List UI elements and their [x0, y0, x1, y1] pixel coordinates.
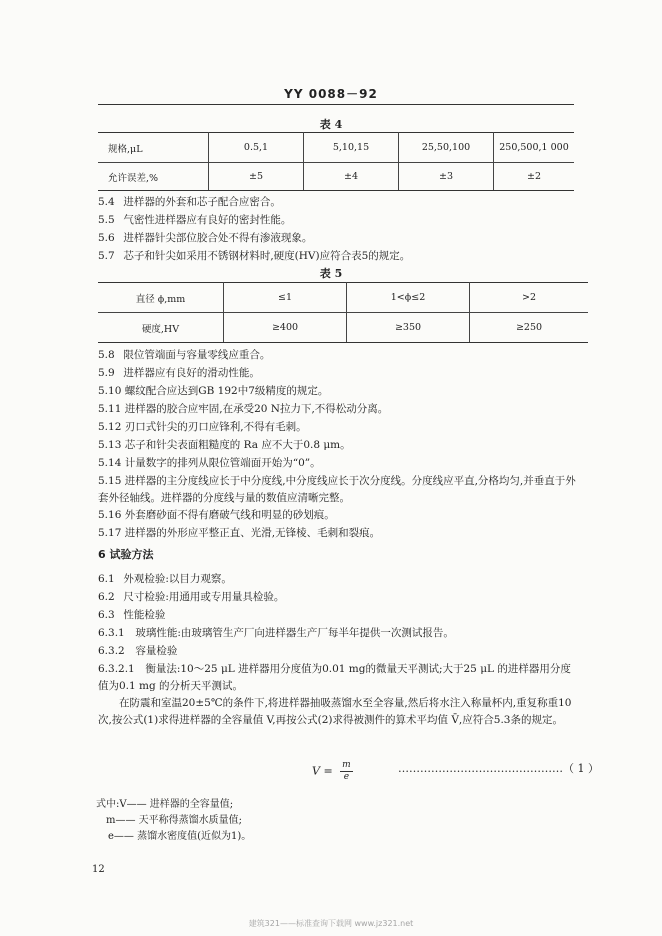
table-cell: ±4 — [304, 163, 399, 191]
clause-text: 刃口式针尖的刃口应锋利,不得有毛刺。 — [124, 421, 307, 433]
clause-5-10 — [98, 383, 588, 399]
clause-text: 气密性进样器应有良好的密封性能。 — [123, 214, 292, 226]
table-cell: ≥350 — [347, 313, 470, 343]
clause-5-17 — [98, 525, 588, 541]
clause-number: 6.3.1 — [98, 627, 125, 639]
formula-leader-dots: ………………………………………（ 1 ） — [398, 762, 599, 775]
clause-6-3-2-1 — [98, 661, 576, 694]
table-cell: 5,10,15 — [304, 133, 399, 163]
clause-text: 芯子和针尖如采用不锈钢材料时,硬度(HV)应符合表5的规定。 — [123, 250, 411, 262]
clause-text: 外套磨砂面不得有磨破气线和明显的砂划痕。 — [124, 509, 335, 521]
clause-5-7 — [98, 248, 588, 264]
clause-text: 芯子和针尖表面粗糙度的 Ra 应不大于0.8 μm。 — [124, 439, 351, 451]
table-cell: ±5 — [209, 163, 304, 191]
clause-5-13 — [98, 437, 588, 453]
clause-text: 进样器的主分度线应长于中分度线,中分度线应长于次分度线。分度线应平直,分格均匀,并垂直于外套外径轴线。进样器的分度线与量的数值应清晰完整。 — [98, 475, 576, 504]
table4 — [98, 132, 574, 191]
clause-text: 螺纹配合应达到GB 192中7级精度的规定。 — [124, 385, 329, 397]
clause-number: 5.8 — [98, 349, 115, 361]
table-cell: ≤1 — [224, 283, 347, 313]
clause-text: 外观检验:以目力观察。 — [123, 573, 232, 585]
clause-6-1 — [98, 571, 588, 587]
clause-number: 5.11 — [98, 403, 122, 415]
clause-5-15 — [98, 473, 576, 506]
clause-5-9 — [98, 365, 588, 381]
clause-number: 6.1 — [98, 573, 115, 585]
clause-number: 5.12 — [98, 421, 122, 433]
clause-text: 限位管端面与容量零线应重合。 — [123, 349, 271, 361]
footer-watermark: 建筑321——标准查询下载网 www.jz321.net — [248, 919, 414, 928]
standard-number: YY 0088－92 — [284, 87, 378, 101]
table5-caption: 表 5 — [319, 267, 343, 280]
table-cell: 1<ϕ≤2 — [347, 283, 470, 313]
method-paragraph: 在防震和室温20±5℃的条件下,将进样器抽吸蒸馏水至全容量,然后将水注入称量杯内,重复称重10次,按公式(1)求得进样器的全容量值 V,再按公式(2)求得被测件的算术平均值 V̄,应符合5.3条的规定。 — [98, 697, 572, 726]
clause-5-4 — [98, 194, 588, 210]
clause-number: 5.6 — [98, 232, 115, 244]
clause-5-12 — [98, 419, 588, 435]
clause-number: 5.15 — [98, 475, 122, 487]
clause-number: 6.3.2 — [98, 645, 125, 657]
table-cell: ±3 — [399, 163, 494, 191]
clause-text: 容量检验 — [135, 645, 178, 657]
table4-caption: 表 4 — [319, 118, 343, 131]
table-cell: >2 — [470, 283, 589, 313]
clause-text: 进样器的外套和芯子配合应密合。 — [123, 196, 281, 208]
table-cell: 0.5,1 — [209, 133, 304, 163]
formula-lhs: V = — [312, 764, 333, 778]
clause-text: 玻璃性能:由玻璃管生产厂向进样器生产厂每半年提供一次测试报告。 — [135, 627, 454, 639]
clause-number: 6.3 — [98, 609, 115, 621]
table-cell: 规格,μL — [98, 133, 209, 163]
clause-number: 6.3.2.1 — [98, 663, 135, 675]
table-cell: 25,50,100 — [399, 133, 494, 163]
definition-m: m—— 天平称得蒸馏水质量值; — [106, 815, 243, 826]
clause-text: 进样器的胶合应牢固,在承受20 N拉力下,不得松动分离。 — [124, 403, 389, 415]
clause-5-14 — [98, 455, 588, 471]
clause-number: 5.10 — [98, 385, 122, 397]
clause-text: 计量数字的排列从限位管端面开始为“0”。 — [124, 457, 321, 469]
clause-number: 5.16 — [98, 509, 122, 521]
table-cell: ±2 — [494, 163, 575, 191]
formula-denominator: e — [343, 772, 350, 782]
section-6-heading: 6 试验方法 — [98, 548, 154, 561]
clause-number: 6.2 — [98, 591, 115, 603]
clause-number: 5.5 — [98, 214, 115, 226]
clause-5-5 — [98, 212, 588, 228]
clause-text: 进样器针尖部位胶合处不得有渗液现象。 — [123, 232, 313, 244]
clause-5-16 — [98, 507, 588, 523]
clause-number: 5.14 — [98, 457, 122, 469]
clause-number: 5.9 — [98, 367, 115, 379]
page-number: 12 — [92, 864, 105, 875]
formula-numerator: m — [342, 760, 351, 770]
table-row — [98, 163, 574, 191]
clause-6-3-1 — [98, 625, 588, 641]
clause-6-3 — [98, 607, 588, 623]
header-rule — [98, 104, 574, 105]
formula-fraction — [340, 760, 353, 783]
table5 — [98, 282, 588, 343]
clause-6-2 — [98, 589, 588, 605]
clause-text: 进样器应有良好的滑动性能。 — [123, 367, 260, 379]
table-cell: ≥250 — [470, 313, 589, 343]
table-row — [98, 283, 588, 313]
clause-number: 5.4 — [98, 196, 115, 208]
clause-number: 5.17 — [98, 527, 122, 539]
clause-text: 衡量法:10～25 μL 进样器用分度值为0.01 mg的微量天平测试;大于25 μL 的进样器用分度值为0.1 mg 的分析天平测试。 — [98, 663, 571, 692]
formula-1 — [312, 760, 353, 783]
clause-number: 5.7 — [98, 250, 115, 262]
table-cell: 允许误差,% — [98, 163, 209, 191]
definition-e: e—— 蒸馏水密度值(近似为1)。 — [108, 831, 252, 842]
clause-text: 进样器的外形应平整正直、光滑,无锋棱、毛刺和裂痕。 — [124, 527, 381, 539]
clause-text: 性能检验 — [123, 609, 166, 621]
table-cell: ≥400 — [224, 313, 347, 343]
clause-number: 5.13 — [98, 439, 122, 451]
clause-5-8 — [98, 347, 588, 363]
clause-5-6 — [98, 230, 588, 246]
table-row — [98, 133, 574, 163]
clause-5-11 — [98, 401, 588, 417]
table-row — [98, 313, 588, 343]
clause-text: 尺寸检验:用通用或专用量具检验。 — [123, 591, 285, 603]
clause-6-3-2 — [98, 643, 588, 659]
table-cell: 250,500,1 000 — [494, 133, 575, 163]
table-cell: 硬度,HV — [98, 313, 224, 343]
table-cell: 直径 ϕ,mm — [98, 283, 224, 313]
definition-v: 式中:V—— 进样器的全容量值; — [96, 799, 234, 810]
